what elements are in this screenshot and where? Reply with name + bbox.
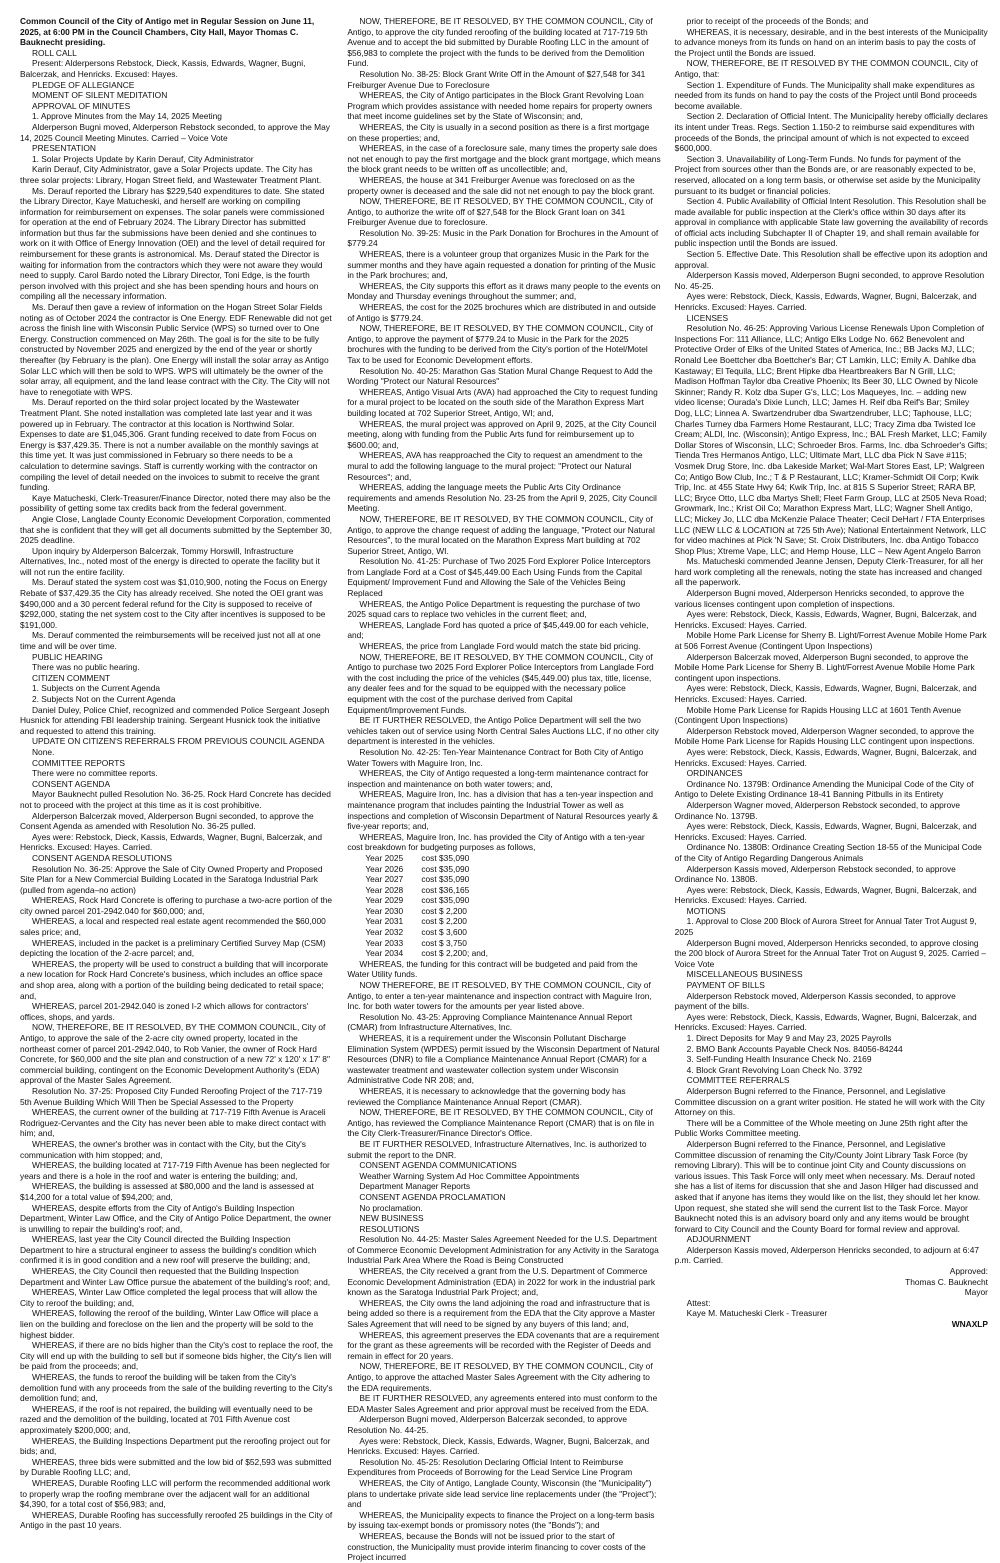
- paragraph: Alderperson Bugni referred to the Finance, Personnel, and Legislative Committee discussion of renaming the City/County Joint Library Task Force (by removing Library). This will be to continue joint City and County discussions on various issues. This Task Force will only meet when necessary. Ms. Derauf noted she has a list of items for discussion that she and Jason Hilger had discussed and asked that if anyone has items they would like on the list, they should let her know. Upon request, she stated she will send the current list to the Task Force. Mayor Bauknecht noted this is an advisory board only and any items would be brought forward to City Council and the County Board for formal review and approval.: [674, 1138, 981, 1234]
- paragraph: WHEREAS, AVA has reapproached the City to request an amendment to the mural to add the following language to the mural project: "Protect our Natural Resources"; and,: [347, 450, 643, 482]
- paragraph: Mobile Home Park License for Sherry B. Light/Forrest Avenue Mobile Home Park at 506 Forrest Avenue (Contingent Upon Inspections): [674, 630, 987, 652]
- cost-schedule-row: [365, 906, 660, 917]
- approved-label: Approved:: [949, 1266, 988, 1277]
- section-heading: ROLL CALL: [32, 47, 77, 58]
- paragraph: Karin Derauf, City Administrator, gave a Solar Projects update. The City has three solar projects: Library, Hogan Street field, and Wastewater Treatment Plant.: [20, 164, 322, 185]
- section-heading: 1. Solar Projects Update by Karin Derauf, City Administrator: [32, 153, 254, 164]
- cost-schedule-row: [365, 874, 660, 885]
- section-heading: NEW BUSINESS: [359, 1213, 424, 1224]
- schedule-cost: cost $ 3,750: [421, 937, 467, 948]
- paragraph: WHEREAS, the building is assessed at $80,000 and the land is assessed at $14,200 for a total value of $94,200; and,: [20, 1181, 314, 1202]
- paragraph: Upon inquiry by Alderperson Balcerzak, Tommy Horswill, Infrastructure Alternatives, Inc., noted most of the energy is directed to operate the facility but it will not run the entire facility.: [20, 545, 320, 577]
- schedule-cost: cost $ 2,200; and,: [421, 948, 488, 959]
- paragraph: Ayes were: Rebstock, Dieck, Kassis, Edwards, Wagner, Bugni, Balcerzak, and Henricks. Excused: Hayes. Carried.: [674, 609, 977, 630]
- paragraph: WHEREAS, the Municipality expects to finance the Project on a long-term basis by issuing tax-exempt bonds or promissory notes (the "Bonds"); and: [347, 1509, 655, 1531]
- section-heading: RESOLUTIONS: [359, 1223, 420, 1234]
- schedule-year: Year 2034: [365, 948, 404, 959]
- cost-schedule: [347, 853, 660, 959]
- paragraph: Ayes were: Rebstock, Dieck, Kassis, Edwards, Wagner, Bugni, Balcerzak, and Henricks. Excused: Hayes. Carried.: [674, 821, 977, 842]
- section-heading: APPROVAL OF MINUTES: [32, 100, 131, 111]
- section-heading: 1. Subjects on the Current Agenda: [32, 683, 161, 694]
- publication-code: WNAXLP: [951, 1319, 988, 1330]
- paragraph: Resolution No. 44-25: Master Sales Agreement Needed for the U.S. Department of Commerce Economic Development Administration for any Activity in the Saratoga Industrial Park Area Where the Road is Being Constructed: [347, 1234, 659, 1266]
- paragraph: NOW, THEREFORE, BE IT RESOLVED, BY THE COMMON COUNCIL, City of Antigo, to authorize the write off of $27,548 for the Block Grant loan on 341 Freiburger Avenue due to foreclosure.: [347, 196, 653, 228]
- section-heading: UPDATE ON CITIZEN'S REFERRALS FROM PREVIOUS COUNCIL AGENDA: [32, 736, 325, 747]
- paragraph: WHEREAS, the property will be used to construct a building that will incorporate a new location for Rock Hard Concrete's business, which includes an office space and shop area, along with a portion of the building being dedicated to retail space; and,: [20, 958, 329, 1001]
- paragraph: Section 4. Public Availability of Official Intent Resolution. This Resolution shall be made available for public inspection at the Clerk's office within 30 days after its approval in compliance with applicable State law governing the availability of records of official acts including Subchapter II of Chapter 19, and shall remain available for public inspection until the Bonds are issued.: [674, 196, 988, 249]
- paragraph: Alderperson Rebstock moved, Alderperson Kassis seconded, to approve payment of the bills.: [674, 990, 956, 1012]
- paragraph: WHEREAS, it is a requirement under the Wisconsin Pollutant Discharge Elimination System (WPDES) permit issued by the Wisconsin Department of Natural Resources (DNR) to file a Compliance Maintenance Annual Report (CMAR) for a wastewater treatment and wastewater collection system under Wisconsin Administrative Code NR 208; and,: [347, 1033, 660, 1086]
- paragraph: WHEREAS, there is a volunteer group that organizes Music in the Park for the summer months and they have again requested a donation for printing of the Music in the Park brochures; and,: [347, 249, 656, 281]
- section-heading: 1. Direct Deposits for May 9 and May 23, 2025 Payrolls: [686, 1033, 892, 1043]
- paragraph: None.: [32, 746, 55, 757]
- paragraph: Daniel Duley, Police Chief, recognized and commended Police Sergeant Joseph Husnick for attending FBI leadership training. Sergeant Husnick took the initiative and requested to attend this training.: [20, 704, 330, 736]
- paragraph: WHEREAS, the City of Antigo participates in the Block Grant Revolving Loan Program which provides assistance with needed home repairs for property owners that meet income guidelines set by the State of Wisconsin; and,: [347, 90, 653, 122]
- paragraph: Ms. Derauf reported on the third solar project located by the Wastewater Treatment Plant. She noted installation was completed late last year and it was powered up in February. The contractor at this location is Northwind Solar. Expenses to date are $1,045,306. Grant funding received to date from Focus on Energy is $37,429.35. There is not a number available on the monthly savings at this time yet. It was just commissioned in February so there needs to be a calculation to determine savings. Staff is currently working with the contractor on compiling the level of detail needed on the invoices to submit to receive the grant funding.: [20, 397, 320, 493]
- schedule-cost: cost $36,165: [421, 884, 470, 895]
- section-heading: 2. BMO Bank Accounts Payable Check Nos. 84056-84244: [686, 1043, 903, 1054]
- paragraph: WHEREAS, in the case of a foreclosure sale, many times the property sale does not net enough to pay the first mortgage and the block grant mortgage, which means the block grant needs to be written off as uncollectible; and,: [347, 143, 661, 175]
- paragraph: WHEREAS, Winter Law Office completed the legal process that will allow the City to reroof the building; and,: [20, 1287, 318, 1308]
- paragraph: WHEREAS, the house at 341 Freiburger Avenue was foreclosed on as the property owner is deceased and the sale did not net enough to pay the block grant.: [347, 174, 655, 196]
- paragraph: Alderperson Balcerzak moved, Alderperson Bugni seconded, to approve the Mobile Home Park License for Sherry B. Light/Forrest Avenue Mobile Home Park contingent upon inspections.: [674, 651, 975, 683]
- paragraph: Resolution No. 43-25: Approving Compliance Maintenance Annual Report (CMAR) from Infrastructure Alternatives, Inc.: [347, 1011, 633, 1033]
- clerk-name: Kaye M. Matucheski Clerk - Treasurer: [686, 1308, 828, 1319]
- paragraph: NOW THEREFORE, BE IT RESOLVED, BY THE COMMON COUNCIL, City of Antigo, to enter a ten-year maintenance and inspection contract with Maguire Iron, Inc. for both water towers for the amounts per year listed above.: [347, 980, 652, 1012]
- attest-label: Attest:: [686, 1297, 711, 1308]
- cost-schedule-row: [365, 885, 660, 896]
- paragraph: Ayes were: Rebstock, Dieck, Kassis, Edwards, Wagner, Bugni, Balcerzak, and Henricks. Excused: Hayes. Carried.: [20, 831, 322, 853]
- paragraph: WHEREAS, the City of Antigo, Langlade County, Wisconsin (the "Municipality") plans to undertake private side lead service line replacements under (the "Project"); and: [347, 1477, 657, 1510]
- schedule-cost: cost $ 2,200: [421, 916, 467, 927]
- paragraph: There was no public hearing.: [32, 662, 140, 673]
- paragraph: Section 3. Unavailability of Long-Term Funds. No funds for payment of the Project from sources other than the Bonds are, or are reasonably expected to be, reserved, allocated on a long term basis, or otherwise set aside by the Municipality pursuant to its budget or financial policies.: [674, 153, 981, 196]
- paragraph: Ms. Derauf commented the reimbursements will be received just not all at one time and will be over time.: [20, 630, 321, 652]
- section-heading: 1. Approval to Close 200 Block of Aurora Street for Annual Tater Trot August 9, 2025: [674, 916, 977, 938]
- paragraph: WHEREAS, Durable Roofing LLC will perform the recommended additional work to properly wrap the roofing membrane over the adjacent wall for an additional $4,390, for a total cost of $56,983; and,: [20, 1477, 331, 1510]
- schedule-year: Year 2031: [365, 916, 404, 927]
- paragraph: NOW, THEREFORE, BE IT RESOLVED, BY THE COMMON COUNCIL, City of Antigo to purchase two 2025 Ford Explorer Police Interceptors from Langlade Ford with the cost including the price of the vehicles ($45,449.00) plus tax, title, license, any dealer fees and for the squad to be equipped with the necessary police equipment with the cost of the purchase derived from Capital Equipment/Improvement Funds.: [347, 651, 654, 715]
- paragraph: There will be a Committee of the Whole meeting on June 25th right after the Public Works Committee meeting.: [674, 1117, 968, 1139]
- paragraph: WHEREAS, it is necessary, desirable, and in the best interests of the Municipality to advance moneys from its funds on hand on an interim basis to pay the costs of the Project until the Bonds are issued.: [674, 26, 988, 58]
- column-1: [20, 16, 333, 1531]
- paragraph: WHEREAS, Antigo Visual Arts (AVA) had approached the City to request funding for a mural project to be located on the south side of the Marathon Express Mart building located at 702 Superior Street, Antigo, WI; and,: [347, 386, 658, 418]
- paragraph: Ayes were: Rebstock, Dieck, Kassis, Edwards, Wagner, Bugni, Balcerzak, and Henricks. Excused: Hayes. Carried.: [674, 746, 977, 768]
- paragraph: NOW, THEREFORE, BE IT RESOLVED, BY THE COMMON COUNCIL, City of Antigo, has reviewed the Compliance Maintenance Report (CMAR) that is on file in the City Clerk-Treasurer/Finance Director's Office.: [347, 1107, 655, 1139]
- section-heading: 4. Block Grant Revolving Loan Check No. 3792: [686, 1064, 863, 1075]
- paragraph: Ordinance No. 1379B: Ordinance Amending the Municipal Code of the City of Antigo to Delete Existing Ordinance 18-41 Banning Pitbulls in its Entirety: [674, 778, 974, 800]
- paragraph: WHEREAS, because the Bonds will not be issued prior to the start of construction, the Municipality must provide interim financing to cover costs of the Project incurred: [347, 1530, 646, 1563]
- cost-schedule-row: [365, 853, 660, 864]
- section-heading: PRESENTATION: [32, 143, 96, 154]
- section-heading: MISCELLANEOUS BUSINESS: [686, 969, 803, 980]
- schedule-cost: cost $35,090: [421, 852, 470, 863]
- column-3: [675, 16, 988, 1476]
- section-heading: CITIZEN COMMENT: [32, 672, 111, 683]
- paragraph: WHEREAS, the owner's brother was in contact with the City, but the City's communication with him stopped; and,: [20, 1138, 306, 1160]
- paragraph: Ordinance No. 1380B: Ordinance Creating Section 18-55 of the Municipal Code of the City of Antigo Regarding Dangerous Animals: [674, 842, 982, 863]
- cost-schedule-row: [365, 916, 660, 927]
- cost-schedule-row: [365, 927, 660, 938]
- section-heading: CONSENT AGENDA PROCLAMATION: [359, 1191, 506, 1202]
- paragraph: Alderperson Kassis moved, Alderperson Bugni seconded, to approve Resolution No. 45-25.: [674, 270, 985, 291]
- section-heading: ORDINANCES: [686, 768, 743, 779]
- schedule-cost: cost $35,090: [421, 874, 470, 885]
- section-heading: 3. Self-Funding Health Insurance Check No. 2169: [686, 1054, 872, 1065]
- column-2: [347, 16, 661, 1563]
- paragraph: Ayes were: Rebstock, Dieck, Kassis, Edwards, Wagner, Bugni, Balcerzak, and Henricks. Excused: Hayes. Carried.: [674, 1011, 977, 1033]
- paragraph: Ms. Derauf reported the Library has $229,540 expenditures to date. She stated the Library Director, Kaye Matucheski, and herself are working on compiling information for reimbursement on expenses. The solar panels were commissioned for operation at the end of February 2024. The Library Director has submitted information but thus far the submissions have been denied and she continues to work on it with Office of Energy Innovation (OEI) and the level of detail required for reimbursement for these grants is astronomical. Ms. Derauf stated the Director is waiting for information from the contractors which they were not aware they would need to supply. Carol Bardo noted the Library Director, Toni Edge, is the fourth person involved with this project and she has been spending hours and hours on compiling all the necessary information.: [20, 185, 326, 302]
- schedule-year: Year 2030: [365, 905, 404, 916]
- paragraph: There were no committee reports.: [32, 768, 158, 779]
- schedule-cost: cost $ 3,600: [421, 927, 467, 938]
- paragraph: Section 5. Effective Date. This Resolution shall be effective upon its adoption and approval.: [674, 249, 988, 270]
- section-heading: PAYMENT OF BILLS: [686, 980, 765, 991]
- paragraph: BE IT FURTHER RESOLVED, the Antigo Police Department will sell the two vehicles taken out of service using North Central Sales Auctions LLC, if no other city department is interested in the vehicles.: [347, 715, 659, 747]
- paragraph: Alderperson Bugni moved, Alderperson Rebstock seconded, to approve the May 14, 2025 Council Meeting Minutes. Carried – Voice Vote: [20, 121, 330, 143]
- section-heading: CONSENT AGENDA RESOLUTIONS: [32, 852, 172, 863]
- paragraph: WHEREAS, the Antigo Police Department is requesting the purchase of two 2025 squad cars to replace two vehicles in the current fleet; and,: [347, 598, 641, 620]
- paragraph: NOW, THEREFORE, BE IT RESOLVED BY THE COMMON COUNCIL, City of Antigo, that:: [674, 58, 978, 79]
- paragraph: Ms. Derauf then gave a review of information on the Hogan Street Solar Fields noting as of October 2024 the contractor is One Energy. EDF Renewable did not get across the finish line with Wisconsin Public Service (WPS) so turned over to One Energy. Construction commenced on May 26th. The goal is for the site to be fully constructed by November 2025 and energized by the end of the year or shortly thereafter (by February is the plan). One Energy will install the solar array as Antigo Solar LLC which will then be sold to WPS. WPS will ultimately be the owner of the solar array, all equipment, and the land lease contract with the City. The City will not have to renegotiate with WPS.: [20, 302, 332, 397]
- paragraph: WHEREAS, the building located at 717-719 Fifth Avenue has been neglected for years and there is a hole in the roof and water is entering the building; and,: [20, 1160, 330, 1181]
- paragraph: WHEREAS, three bids were submitted and the low bid of $52,593 was submitted by Durable Roofing LLC; and,: [20, 1456, 332, 1478]
- paragraph: Present: Alderpersons Rebstock, Dieck, Kassis, Edwards, Wagner, Bugni, Balcerzak, and Henricks. Excused: Hayes.: [20, 58, 306, 79]
- schedule-year: Year 2026: [365, 863, 404, 874]
- mayor-name: Thomas C. Bauknecht: [905, 1276, 988, 1287]
- cost-schedule-row: [365, 895, 660, 906]
- paragraph: Resolution No. 36-25: Approve the Sale of City Owned Property and Proposed Site Plan for a New Commercial Building Located in the Saratoga Industrial Park (pulled from agenda–no action): [20, 863, 323, 895]
- section-heading: CONSENT AGENDA COMMUNICATIONS: [359, 1160, 517, 1171]
- paragraph: Mobile Home Park License for Rapids Housing LLC at 1601 Tenth Avenue (Contingent Upon Inspections): [674, 704, 962, 726]
- section-heading: No proclamation.: [359, 1202, 423, 1213]
- paragraph: WHEREAS, this agreement preserves the EDA covenants that are a requirement for the grant as these agreements will be recorded with the Register of Deeds and remain in effect for 20 years.: [347, 1329, 660, 1361]
- paragraph: WHEREAS, following the reroof of the building, Winter Law Office will place a lien on the building and foreclose on the lien and the property will be sold to the highest bidder.: [20, 1308, 319, 1340]
- section-heading: COMMITTEE REFERRALS: [686, 1075, 790, 1086]
- section-heading: LICENSES: [686, 312, 729, 323]
- paragraph: NOW, THEREFORE, BE IT RESOLVED, BY THE COMMON COUNCIL, City of Antigo, to approve the attached Master Sales Agreement with the City adhering to the EDA requirements.: [347, 1361, 653, 1393]
- paragraph: Resolution No. 37-25: Proposed City Funded Reroofing Project of the 717-719 5th Avenue Building Which Will Then be Special Assessed to the Property: [20, 1085, 323, 1107]
- paragraph: NOW, THEREFORE, BE IT RESOLVED, BY THE COMMON COUNCIL, City of Antigo, to approve the payment of $779.24 to Music in the Park for the 2025 brochures with the funding to be derived from the City's portion of the Hotel/Motel Tax to be used for Economic Development efforts.: [347, 323, 653, 365]
- paragraph: BE IT FURTHER RESOLVED, Infrastructure Alternatives, Inc. is authorized to submit the report to the DNR.: [347, 1138, 647, 1160]
- paragraph: Angie Close, Langlade County Economic Development Corporation, commented that she is confident that they will get all documents submitted by the September 30, 2025 deadline.: [20, 513, 332, 546]
- paragraph: WHEREAS, the cost for the 2025 brochures which are distributed in and outside of Antigo is $779.24.: [347, 302, 656, 323]
- paragraph: WHEREAS, the City Council then requested that the Building Inspection Department and Winter Law Office pursue the abatement of the building's roof; and,: [20, 1266, 331, 1287]
- section-heading: Department Manager Reports: [359, 1181, 471, 1192]
- paragraph: WHEREAS, despite efforts from the City of Antigo's Building Inspection Department, Winter Law Office, and the City of Antigo Police Department, the owner is unwilling to repair the building's roof; and,: [20, 1202, 332, 1234]
- paragraph: NOW, THEREFORE, BE IT RESOLVED, BY THE COMMON COUNCIL, City of Antigo, to approve the city funded reroofing of the building located at 717-719 5th Avenue and to accept the bid submitted by Durable Roofing LLC in the amount of $56,983 to complete the project with the funds to be derived from the Demolition Fund.: [347, 16, 653, 69]
- paragraph: Ayes were: Rebstock, Dieck, Kassis, Edwards, Wagner, Bugni, Balcerzak, and Henricks. Excused: Hayes. Carried.: [674, 884, 977, 906]
- paragraph: Ayes were: Rebstock, Dieck, Kassis, Edwards, Wagner, Bugni, Balcerzak, and Henricks. Excused: Hayes. Carried.: [674, 683, 977, 704]
- paragraph: WHEREAS, the price from Langlade Ford would match the state bid pricing.: [359, 641, 641, 652]
- paragraph: Alderperson Kassis moved, Alderperson Rebstock seconded, to approve Ordinance No. 1380B.: [674, 863, 956, 885]
- cost-schedule-row: [365, 938, 660, 949]
- paragraph: WHEREAS, the City received a grant from the U.S. Department of Commerce Economic Development Administration (EDA) in 2022 for work in the industrial park known as the Saratoga Industrial Park Project; and,: [347, 1266, 656, 1298]
- paragraph: WHEREAS, the current owner of the building at 717-719 Fifth Avenue is Araceli Rodriguez-Cervantes and the City has never been able to make direct contact with him; and,: [20, 1107, 326, 1139]
- column-3-body: [675, 16, 988, 1266]
- schedule-year: Year 2025: [365, 852, 404, 863]
- schedule-year: Year 2028: [365, 884, 404, 895]
- schedule-year: Year 2033: [365, 937, 404, 948]
- paragraph: Kaye Matucheski, Clerk-Treasurer/Finance Director, noted there may also be the possibility of getting some tax credits back from the federal government.: [20, 492, 331, 514]
- paragraph: BE IT FURTHER RESOLVED, any agreements entered into must conform to the EDA Master Sales Agreement and prior approval must be received from the EDA.: [347, 1393, 658, 1414]
- paragraph: WHEREAS, Maguire Iron, Inc. has a division that has a ten-year inspection and maintenance program that includes painting the Industrial Tower as well as inspections and completion of Wisconsin Department of Natural Resources yearly & five-year reports; and,: [347, 789, 658, 832]
- paragraph: WHEREAS, Durable Roofing has successfully reroofed 25 buildings in the City of Antigo in the past 10 years.: [20, 1509, 333, 1531]
- paragraph: WHEREAS, the City owns the land adjoining the road and infrastructure that is being added so there is a requirement from the EDA that the City approve a Master Sales Agreement that will need to be signed by any buyers of this land; and,: [347, 1297, 656, 1330]
- paragraph: WHEREAS, the City of Antigo requested a long-term maintenance contract for inspection and maintenance on both water towers; and,: [347, 768, 649, 789]
- section-heading: COMMITTEE REPORTS: [32, 757, 125, 768]
- paragraph: WHEREAS, the Building Inspections Department put the reroofing project out for bids; and,: [20, 1435, 331, 1457]
- paragraph: Alderperson Bugni moved, Alderperson Balcerzak seconded, to approve Resolution No. 44-25.: [347, 1414, 628, 1435]
- paragraph: Alderperson Rebstock moved, Alderperson Wagner seconded, to approve the Mobile Home Park License for Rapids Housing LLC contingent upon inspections.: [674, 725, 975, 747]
- schedule-year: Year 2032: [365, 927, 404, 938]
- paragraph: Alderperson Kassis moved, Alderperson Henricks seconded, to adjourn at 6:47 p.m. Carried.: [674, 1244, 980, 1266]
- paragraph: WHEREAS, a local and respected real estate agent recommended the $60,000 sales price; and,: [20, 916, 326, 938]
- paragraph: Alderperson Bugni referred to the Finance, Personnel, and Legislative Committee discussion on a grant writer position. He stated he will work with the City Attorney on this.: [674, 1085, 985, 1118]
- section-heading: 1. Approve Minutes from the May 14, 2025 Meeting: [32, 111, 222, 122]
- paragraph: Section 1. Expenditure of Funds. The Municipality shall make expenditures as needed from its funds on hand to pay the costs of the Project until Bond proceeds become available.: [674, 79, 977, 111]
- schedule-cost: cost $ 2,200: [421, 905, 467, 916]
- signature-block: [675, 1266, 988, 1330]
- paragraph: WHEREAS, last year the City Council directed the Building Inspection Department to hire a structural engineer to assess the building's condition which confirmed it is in good condition and a new roof will preserve the building; and,: [20, 1234, 317, 1266]
- paragraph: WHEREAS, it is necessary to acknowledge that the governing body has reviewed the Compliance Maintenance Annual Report (CMAR).: [347, 1085, 626, 1107]
- section-heading: Weather Warning System Ad Hoc Committee Appointments: [359, 1170, 580, 1181]
- section-heading: MOTIONS: [686, 905, 726, 916]
- paragraph: Ms. Matucheski commended Jeanne Jensen, Deputy Clerk-Treasurer, for all her hard work completing all the renewals, noting the state has increased and changed all the paperwork.: [674, 556, 984, 588]
- schedule-year: Year 2029: [365, 895, 404, 906]
- paragraph: Resolution No. 40-25: Marathon Gas Station Mural Change Request to Add the Wording "Protect our Natural Resources": [347, 365, 653, 387]
- paragraph: Resolution No. 38-25: Block Grant Write Off in the Amount of $27,548 for 341 Freiburger Avenue Due to Foreclosure: [347, 68, 646, 90]
- paragraph: Resolution No. 39-25: Music in the Park Donation for Brochures in the Amount of $779.24: [347, 227, 659, 249]
- cost-schedule-row: [365, 948, 660, 959]
- section-heading: ADJOURNMENT: [686, 1234, 751, 1245]
- paragraph: NOW, THEREFORE, BE IT RESOLVED, BY THE COMMON COUNCIL, City of Antigo, to approve the change request of adding the language, "Protect our Natural Resources", to the mural located on the Marathon Express Mart building at 702 Superior Street, Antigo, WI.: [347, 513, 655, 556]
- paragraph: Resolution No. 41-25: Purchase of Two 2025 Ford Explorer Police Interceptors from Langlade Ford at a Cost of $45,449.00 Each Using Funds from the Capital Equipment/ Improvement Fund and Allowing the Sale of the Vehicles Being Replaced: [347, 556, 651, 599]
- paragraph: Section 2. Declaration of Official Intent. The Municipality hereby officially declares its intent under Treas. Regs. Section 1.150-2 to reimburse said expenditures with proceeds of the Bonds, the principal amount of which is not expected to exceed $600,000.: [674, 111, 988, 154]
- section-heading: PLEDGE OF ALLEGIANCE: [32, 79, 135, 90]
- paragraph: WHEREAS, the funds to reroof the building will be taken from the City's demolition fund with any proceeds from the sale of the building reverting to the City's demolition fund; and,: [20, 1372, 333, 1404]
- paragraph: Alderperson Bugni moved, Alderperson Henricks seconded, to approve the various licenses contingent upon completion of inspections.: [674, 588, 965, 609]
- schedule-year: Year 2027: [365, 874, 404, 885]
- section-heading: 2. Subjects Not on the Current Agenda: [32, 694, 176, 704]
- paragraph: WHEREAS, if there are no bids higher than the City's cost to replace the roof, the City will end up with the building to sell but if someone bids higher, the City's lien will be paid from the proceeds; and,: [20, 1340, 333, 1372]
- paragraph: Resolution No. 45-25: Resolution Declaring Official Intent to Reimburse Expenditures from Proceeds of Borrowing for the Lead Service Line Program: [347, 1456, 633, 1478]
- paragraph: Ms. Derauf stated the system cost was $1,010,900, noting the Focus on Energy Rebate of $37,429.35 the City has already received. She noted the OEI grant was $490,000 and a 30 percent federal refund for the City is supposed to receive of $292,000, stating the net system cost to the City after incentives is supposed to be $191,000.: [20, 577, 328, 630]
- paragraph: WHEREAS, the City is usually in a second position as there is a first mortgage on these properties; and,: [347, 121, 650, 143]
- paragraph: WHEREAS, the mural project was approved on April 9, 2025, at the City Council meeting, along with funding from the Public Arts fund for reimbursement up to $600.00; and,: [347, 418, 657, 450]
- paragraph: Alderperson Balcerzak moved, Alderperson Bugni seconded, to approve the Consent Agenda as amended with Resolution No. 36-25 pulled.: [20, 810, 314, 832]
- paragraph: WHEREAS, Rock Hard Concrete is offering to purchase a two-acre portion of the city owned parcel 201-2942.040 for $60,000; and,: [20, 895, 333, 916]
- paragraph: WHEREAS, Langlade Ford has quoted a price of $45,449.00 for each vehicle, and;: [347, 619, 649, 641]
- paragraph: Alderperson Bugni moved, Alderperson Henricks seconded, to approve closing the 200 block of Aurora Street for the Annual Tater Trot on August 9, 2025. Carried – Voice Vote: [674, 937, 986, 969]
- paragraph: Mayor Bauknecht pulled Resolution No. 36-25. Rock Hard Concrete has decided not to proceed with the project at this time as it is cost prohibitive.: [20, 789, 331, 810]
- paragraph: prior to receipt of the proceeds of the Bonds; and: [686, 16, 869, 26]
- paragraph: Ayes were: Rebstock, Dieck, Kassis, Edwards, Wagner, Bugni, Balcerzak, and Henricks. Excused: Hayes. Carried.: [347, 1435, 650, 1457]
- paragraph: Resolution No. 42-25: Ten-Year Maintenance Contract for Both City of Antigo Water Towers with Maguire Iron, Inc.: [347, 746, 644, 768]
- paragraph: Ayes were: Rebstock, Dieck, Kassis, Edwards, Wagner, Bugni, Balcerzak, and Henricks. Excused: Hayes. Carried.: [674, 291, 977, 313]
- paragraph: WHEREAS, the City supports this effort as it draws many people to the events on Monday and Thursday evenings throughout the summer; and,: [347, 280, 661, 302]
- paragraph: NOW, THEREFORE, BE IT RESOLVED, BY THE COMMON COUNCIL, City of Antigo, to approve the sale of the 2-acre city owned property, located in the northeast corner of parcel 201-2942.040, to Rob Vanier, the owner of Rock Hard Concrete, for $60,000 and the site plan and construction of a new 72' x 120' x 17' 8" commercial building, contingent on the Economic Development Authority's (EDA) approval of the Master Sales Agreement.: [20, 1022, 330, 1086]
- schedule-cost: cost $35,090: [421, 895, 470, 906]
- section-heading: PUBLIC HEARING: [32, 651, 103, 662]
- paragraph: WHEREAS, adding the language meets the Public Arts City Ordinance requirements and amends Resolution No. 23-25 from the April 9, 2025, City Council Meeting.: [347, 482, 657, 514]
- section-heading: MOMENT OF SILENT MEDITATION: [32, 90, 168, 101]
- paragraph: WHEREAS, if the roof is not repaired, the building will eventually need to be razed and the demolition of the building, located at 701 Fifth Avenue cost approximately $200,000; and,: [20, 1403, 313, 1435]
- meeting-header: Common Council of the City of Antigo met in Regular Session on June 11, 2025, at 6:00 PM in the Council Chambers, City Hall, Mayor Thomas C. Bauknecht presiding.: [20, 16, 315, 48]
- schedule-cost: cost $35,090: [421, 863, 470, 874]
- mayor-title: Mayor: [964, 1287, 988, 1298]
- paragraph: WHEREAS, the funding for this contract will be budgeted and paid from the Water Utility funds.: [347, 958, 638, 980]
- paragraph: WHEREAS, included in the packet is a preliminary Certified Survey Map (CSM) depicting the location of the 2-acre parcel; and,: [20, 937, 326, 959]
- section-heading: CONSENT AGENDA: [32, 778, 111, 789]
- cost-schedule-row: [365, 864, 660, 875]
- paragraph: WHEREAS, parcel 201-2942.040 is zoned I-2 which allows for contractors' offices, shops, and yards.: [20, 1001, 309, 1022]
- paragraph: Alderperson Wagner moved, Alderperson Rebstock seconded, to approve Ordinance No. 1379B.: [674, 799, 961, 821]
- paragraph: Resolution No. 46-25: Approving Various License Renewals Upon Completion of Inspections For: 111 Alliance, LLC; Antigo Elks Lodge No. 662 Benevolent and Protective Order of Elks of the United States of America, Inc.; BB Jacks MJ, LLC; Ronald Lee Boettcher dba Boettcher's Bar; CT Lamkin, LLC; Emily A. Dahlke dba Kastaway; El Tequila, LLC; Brent Hipke dba Heartbreakers Bar N Grill, LLC; Madison Hoffman Taylor dba Creative Phoenix; Its Beer 30, LLC Owned by Nicole Skinner; Randy R. Kolz dba Super G's, LLC; Los Maqueyes, Inc. – adding new video license; Ourada's Dixie Lunch, LLC; James H. Reif dba Reif's Bar; Smiley Dog, LLC; Linnea A. Swartzendruber dba Swartzendruber, LLC; Taphouse, LLC; Charles Turney dba Farmers Home Restaurant, LLC; Tracy Zima dba Twisted Ice Cream; ALDI, Inc. (Wisconsin); Antigo Express, Inc.; BAL Fresh Market, LLC; Family Dollar Stores of Wisconsin, LLC; Schroeder Bros. Farms, Inc. dba Schroeder's Gifts; Tienda Tres Hermanos Antigo, LLC; Ultimate Mart, LLC dba Pick N Save #115; Vosmek Drug Store, Inc. dba Lakeside Market; Wal-Mart Stores East, LP; Walgreen Co; Antigo Bow Club, Inc.; T & P Restaurant, LLC; Kramer-Schmidt Oil Corp; Kwik Trip, Inc. at 455 State Hwy 64; Kwik Trip, Inc. at 815 S Superior Street; RARA BP, LLC; Bryce Otto, LLC dba Martys Shell; Fleet Farm Group, LLC at 2505 Neva Road; Growmark, Inc.; Krist Oil Co; Marathon Express Mart, LLC; Wagner Shell Antigo, LLC; Mickey Jo, LLC dba McKenzie Palace Theater; Cecil DeHart / FTA Enterprises LLC (NEW LLC & LOCATION at 725 5th Ave); National Entertainment Network, LLC for video machines at Pick 'N Save; St. Croix Distributers, Inc. dba Antigo Tobacco Shop Plus; Xtreme Vape, LLC; and Hemp House, LLC – New Agent Angelo Barron: [674, 323, 988, 556]
- paragraph: WHEREAS, Maguire Iron, Inc. has provided the City of Antigo with a ten-year cost breakdown for budgeting purposes as follows,: [347, 831, 645, 853]
